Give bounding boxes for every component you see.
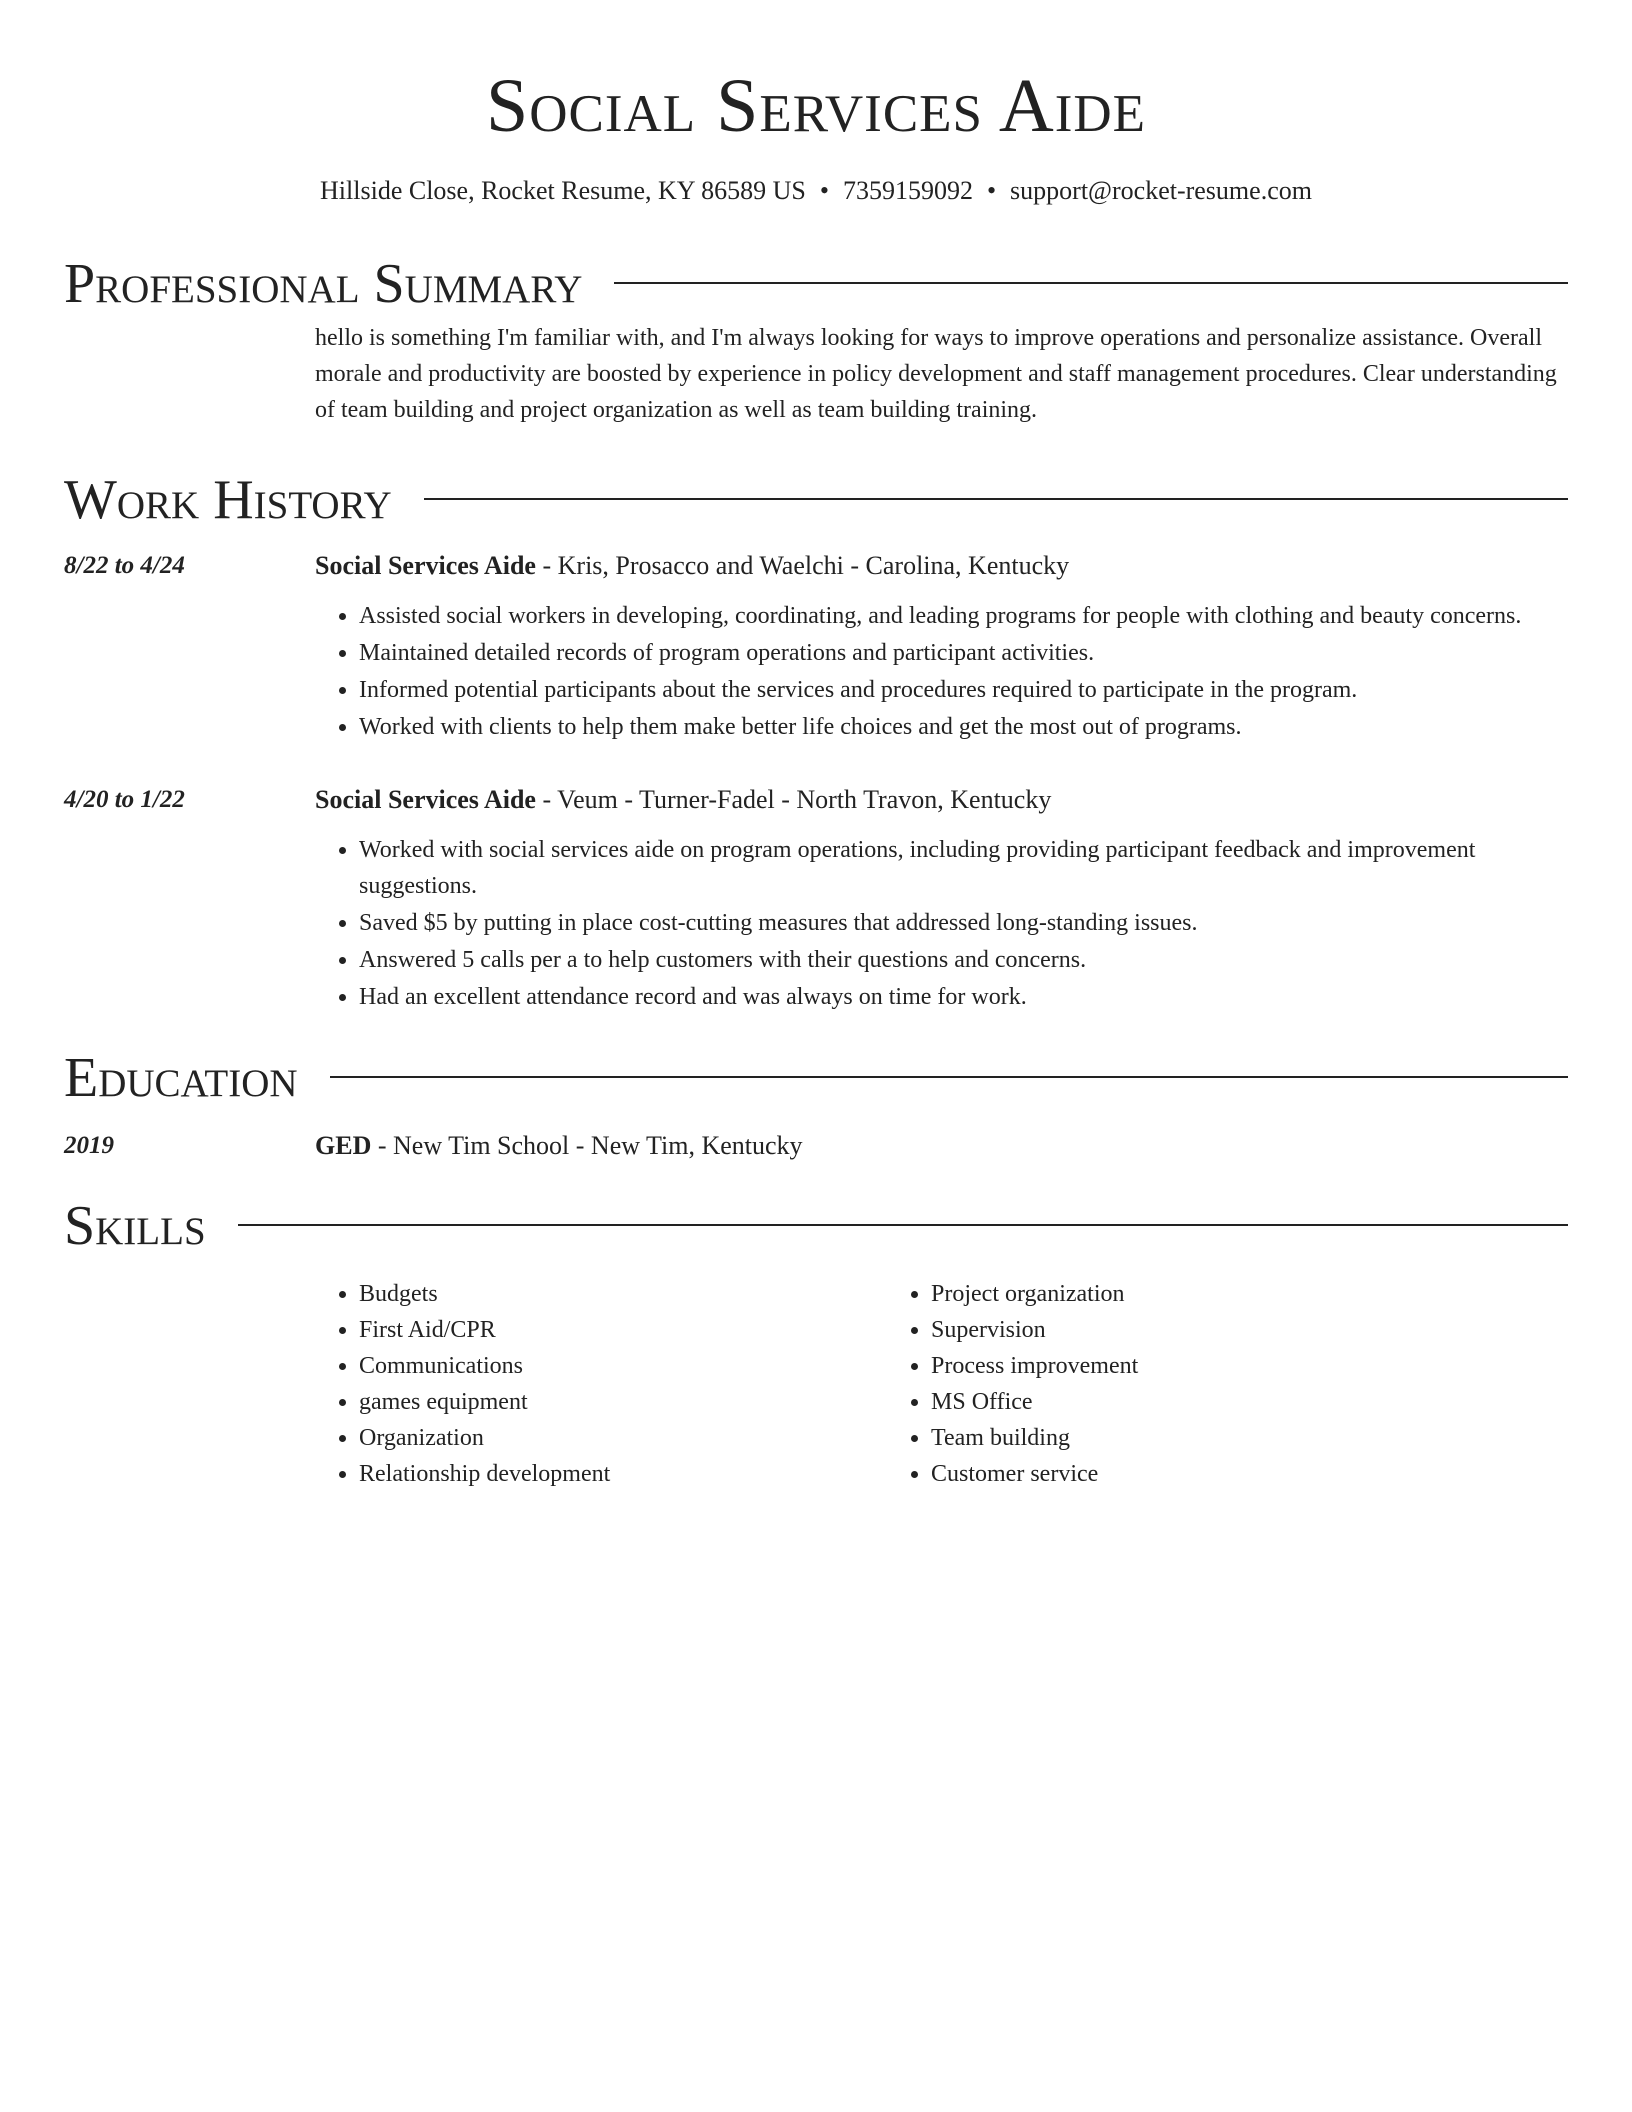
list-item: • Informed potential participants about the services and procedures required to participate in the program. bbox=[359, 672, 1568, 708]
job-title-line bbox=[315, 782, 1568, 818]
work-heading: Work History bbox=[64, 469, 392, 531]
skill-item: • First Aid/CPR bbox=[359, 1312, 887, 1348]
education-year: 2019 bbox=[64, 1132, 114, 1159]
skills-heading-row bbox=[64, 1194, 1568, 1258]
skill-item: • Team building bbox=[931, 1420, 1459, 1456]
contact-email: support@rocket-resume.com bbox=[1010, 176, 1312, 205]
section-divider bbox=[424, 498, 1568, 500]
job-dates: 8/22 to 4/24 bbox=[64, 552, 185, 579]
job-body bbox=[315, 548, 1568, 746]
job-bullets bbox=[315, 832, 1568, 1015]
job-entry bbox=[64, 782, 1568, 1016]
job-dates: 4/20 to 1/22 bbox=[64, 786, 185, 813]
skills-row bbox=[64, 1276, 1568, 1492]
skills-list-left bbox=[315, 1276, 887, 1492]
summary-text: hello is something I'm familiar with, and I'm always looking for ways to improve operations and personalize assistance. Overall morale and productivity are boosted by experience in policy development and staff management procedures. Clear understanding of team building and project organization as well as team building training. bbox=[315, 325, 1557, 423]
summary-row bbox=[64, 320, 1568, 428]
skills-list-right bbox=[887, 1276, 1459, 1492]
skills-spacer bbox=[64, 1276, 315, 1492]
section-divider bbox=[614, 282, 1568, 284]
work-section bbox=[64, 468, 1568, 1016]
section-divider bbox=[238, 1224, 1568, 1226]
skills-grid bbox=[315, 1276, 1459, 1492]
list-item: • Answered 5 calls per a to help customers with their questions and concerns. bbox=[359, 942, 1568, 978]
skills-section bbox=[64, 1194, 1568, 1492]
job-details: - Veum - Turner-Fadel - North Travon, Kentucky bbox=[535, 785, 1052, 814]
skill-item: • Relationship development bbox=[359, 1456, 887, 1492]
list-item: • Maintained detailed records of program operations and participant activities. bbox=[359, 635, 1568, 671]
contact-separator: • bbox=[819, 176, 829, 205]
job-bullets bbox=[315, 598, 1568, 745]
section-divider bbox=[330, 1076, 1568, 1078]
education-entry bbox=[64, 1128, 1568, 1164]
skill-item: • Process improvement bbox=[931, 1348, 1459, 1384]
job-body bbox=[315, 782, 1568, 1016]
list-item: • Worked with social services aide on program operations, including providing participant feedback and improvement suggestions. bbox=[359, 832, 1568, 904]
summary-section bbox=[64, 252, 1568, 428]
list-item: • Assisted social workers in developing, coordinating, and leading programs for people with clothing and beauty concerns. bbox=[359, 598, 1568, 634]
job-role: Social Services Aide bbox=[315, 785, 536, 814]
skill-item: • Organization bbox=[359, 1420, 887, 1456]
education-heading-row bbox=[64, 1046, 1568, 1110]
education-line bbox=[315, 1128, 1568, 1164]
skill-item: • Budgets bbox=[359, 1276, 887, 1312]
contact-address: Hillside Close, Rocket Resume, KY 86589 US bbox=[320, 176, 806, 205]
skills-heading: Skills bbox=[64, 1195, 206, 1257]
education-degree: GED bbox=[315, 1131, 372, 1160]
skill-item: • games equipment bbox=[359, 1384, 887, 1420]
education-heading: Education bbox=[64, 1047, 298, 1109]
contact-phone: 7359159092 bbox=[842, 176, 973, 205]
skill-item: • Communications bbox=[359, 1348, 887, 1384]
skill-item: • Customer service bbox=[931, 1456, 1459, 1492]
summary-heading: Professional Summary bbox=[64, 253, 583, 315]
summary-spacer bbox=[64, 320, 315, 428]
job-title-line bbox=[315, 548, 1568, 584]
list-item: • Had an excellent attendance record and was always on time for work. bbox=[359, 979, 1568, 1015]
education-section bbox=[64, 1046, 1568, 1164]
candidate-name: Social Services Aide bbox=[485, 64, 1147, 148]
work-heading-row bbox=[64, 468, 1568, 532]
education-details: - New Tim School - New Tim, Kentucky bbox=[371, 1131, 803, 1160]
skill-item: • Supervision bbox=[931, 1312, 1459, 1348]
list-item: • Saved $5 by putting in place cost-cutting measures that addressed long-standing issues. bbox=[359, 905, 1568, 941]
contact-separator: • bbox=[986, 176, 997, 205]
job-entry bbox=[64, 548, 1568, 746]
contact-line bbox=[0, 174, 1632, 208]
job-details: - Kris, Prosacco and Waelchi - Carolina, Kentucky bbox=[535, 551, 1070, 580]
skill-item: • Project organization bbox=[931, 1276, 1459, 1312]
skill-item: • MS Office bbox=[931, 1384, 1459, 1420]
job-role: Social Services Aide bbox=[315, 551, 536, 580]
summary-heading-row bbox=[64, 252, 1568, 316]
list-item: • Worked with clients to help them make better life choices and get the most out of programs. bbox=[359, 709, 1568, 745]
